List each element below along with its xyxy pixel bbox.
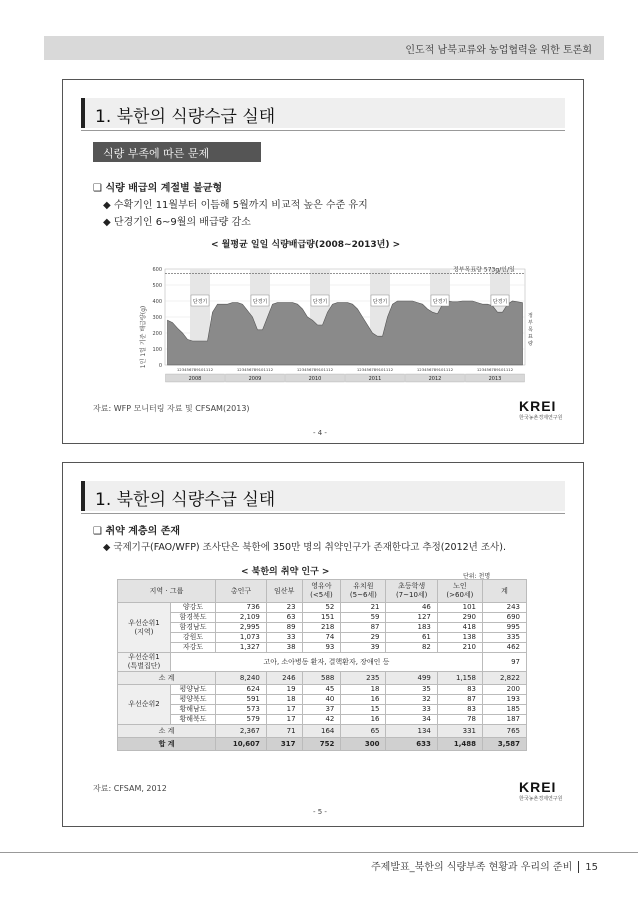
logo-subtext: 한국농촌경제연구원 <box>519 796 563 802</box>
table-row <box>118 633 527 643</box>
slide-title <box>81 98 565 128</box>
year-label: 2011 <box>368 376 382 382</box>
table-row <box>118 715 527 725</box>
y-tick-label: 400 <box>152 299 162 305</box>
y-tick-label: 0 <box>158 363 162 369</box>
table-cell: 35 <box>386 685 437 695</box>
table-cell: 138 <box>437 633 482 643</box>
slide-2 <box>62 462 584 827</box>
footer-page-number: 15 <box>585 862 598 873</box>
table-cell: 418 <box>437 623 482 633</box>
month-tick-labels: 123456789101112 <box>476 367 514 372</box>
table-cell: 33 <box>266 633 302 643</box>
table-cell: 1,327 <box>216 643 267 653</box>
side-label: 목 <box>528 327 533 333</box>
table-cell: 89 <box>266 623 302 633</box>
table-cell: 16 <box>341 715 386 725</box>
annotation-label: 단경기 <box>492 299 508 305</box>
group-label-cell: 우선순위1 (지역) <box>118 603 171 653</box>
slide-title-text: 1. 북한의 식량수급 실태 <box>95 490 276 510</box>
table-cell: 164 <box>302 725 341 738</box>
table-cell: 127 <box>386 613 437 623</box>
table-cell: 8,240 <box>216 672 267 685</box>
table-cell: 736 <box>216 603 267 613</box>
table-header-cell: 영유아 (<5세) <box>302 580 341 603</box>
table-row <box>118 613 527 623</box>
table-cell: 1,488 <box>437 738 482 751</box>
table-cell: 187 <box>482 715 526 725</box>
table-cell: 218 <box>302 623 341 633</box>
table-cell: 34 <box>386 715 437 725</box>
table-row <box>118 685 527 695</box>
annotation-label: 단경기 <box>312 299 328 305</box>
special-group-row <box>118 653 527 672</box>
y-tick-label: 300 <box>152 315 162 321</box>
table-cell: 588 <box>302 672 341 685</box>
side-label: 량 <box>528 341 533 347</box>
table-header-cell: 지역 · 그룹 <box>118 580 216 603</box>
table-cell: 38 <box>266 643 302 653</box>
annotation-label: 단경기 <box>252 299 268 305</box>
table-cell: 579 <box>216 715 267 725</box>
slide-title-text: 1. 북한의 식량수급 실태 <box>95 107 276 127</box>
table-cell: 71 <box>266 725 302 738</box>
table-cell: 1,073 <box>216 633 267 643</box>
table-cell: 강원도 <box>170 633 215 643</box>
y-tick-label: 600 <box>152 267 162 273</box>
table-cell: 황해북도 <box>170 715 215 725</box>
chart-title: < 월평균 일일 식량배급량(2008~2013년) > <box>211 240 401 250</box>
table-header-cell: 초등학생 (7~10세) <box>386 580 437 603</box>
subtotal-row <box>118 725 527 738</box>
table-cell: 462 <box>482 643 526 653</box>
table-cell: 양강도 <box>170 603 215 613</box>
y-tick-label: 500 <box>152 283 162 289</box>
table-cell: 335 <box>482 633 526 643</box>
table-cell: 300 <box>341 738 386 751</box>
table-cell: 185 <box>482 705 526 715</box>
table-cell: 18 <box>341 685 386 695</box>
group-label-cell: 우선순위2 <box>118 685 171 725</box>
month-tick-labels: 123456789101112 <box>176 367 214 372</box>
logo-subtext: 한국농촌경제연구원 <box>519 415 563 421</box>
section-box <box>93 142 261 162</box>
side-label: 정 <box>528 313 533 319</box>
y-tick-label: 100 <box>152 347 162 353</box>
table-cell: 42 <box>302 715 341 725</box>
table-cell: 633 <box>386 738 437 751</box>
table-cell: 995 <box>482 623 526 633</box>
table-cell: 752 <box>302 738 341 751</box>
table-header-cell: 임산부 <box>266 580 302 603</box>
table-cell: 499 <box>386 672 437 685</box>
bullet-main: ❑ 취약 계층의 존재 <box>93 526 181 537</box>
y-tick-label: 200 <box>152 331 162 337</box>
table-cell: 32 <box>386 695 437 705</box>
year-label: 2009 <box>248 376 262 382</box>
table-cell: 3,587 <box>482 738 526 751</box>
table-cell: 690 <box>482 613 526 623</box>
table-cell: 1,158 <box>437 672 482 685</box>
footer-text: 주제발표_북한의 식량부족 현황과 우리의 준비 <box>371 862 573 873</box>
table-cell: 10,607 <box>216 738 267 751</box>
source-note: 자료: CFSAM, 2012 <box>93 784 167 793</box>
table-cell: 2,109 <box>216 613 267 623</box>
vulnerable-population-table <box>117 579 527 751</box>
table-cell: 자강도 <box>170 643 215 653</box>
month-tick-labels: 123456789101112 <box>236 367 274 372</box>
table-cell: 함경북도 <box>170 613 215 623</box>
footer <box>371 858 598 873</box>
month-tick-labels: 123456789101112 <box>356 367 394 372</box>
year-label: 2013 <box>488 376 502 382</box>
table-cell: 210 <box>437 643 482 653</box>
table-cell: 61 <box>386 633 437 643</box>
table-row <box>118 695 527 705</box>
table-cell: 소 계 <box>118 672 216 685</box>
year-label: 2008 <box>188 376 202 382</box>
table-cell: 21 <box>341 603 386 613</box>
table-cell: 65 <box>341 725 386 738</box>
year-label: 2012 <box>428 376 442 382</box>
table-header-cell: 계 <box>482 580 526 603</box>
table-cell: 29 <box>341 633 386 643</box>
table-cell: 83 <box>437 705 482 715</box>
logo-text: KREI <box>519 398 557 414</box>
table-row <box>118 603 527 613</box>
special-group-description: 고아, 소아병동 환자, 결핵환자, 장애인 등 <box>170 653 482 672</box>
table-cell: 합 계 <box>118 738 216 751</box>
table-header-cell: 노인 (>60세) <box>437 580 482 603</box>
krei-logo <box>519 779 579 802</box>
area-series <box>168 301 523 365</box>
table-row <box>118 705 527 715</box>
bullet-1: ◆ 수확기인 11월부터 이듬해 5월까지 비교적 높은 수준 유지 <box>103 200 368 211</box>
table-cell: 평양남도 <box>170 685 215 695</box>
table-cell: 74 <box>302 633 341 643</box>
table-cell: 101 <box>437 603 482 613</box>
header-title: 인도적 남북교류와 농업협력을 위한 토론회 <box>405 45 592 56</box>
krei-logo <box>519 398 579 421</box>
table-row <box>118 623 527 633</box>
table-cell: 97 <box>482 653 526 672</box>
title-divider <box>81 513 565 514</box>
reference-label: 정부목표량 573g/인/일 <box>453 266 515 274</box>
table-cell: 624 <box>216 685 267 695</box>
table-cell: 39 <box>341 643 386 653</box>
table-header-cell: 유치원 (5~6세) <box>341 580 386 603</box>
table-cell: 평양북도 <box>170 695 215 705</box>
table-cell: 46 <box>386 603 437 613</box>
page-number: - 4 - <box>313 429 327 437</box>
table-cell: 243 <box>482 603 526 613</box>
month-tick-labels: 123456789101112 <box>296 367 334 372</box>
table-cell: 16 <box>341 695 386 705</box>
side-label: 부 <box>528 320 533 326</box>
table-cell: 235 <box>341 672 386 685</box>
slide-1 <box>62 79 584 444</box>
month-tick-labels: 123456789101112 <box>416 367 454 372</box>
table-cell: 17 <box>266 715 302 725</box>
table-cell: 33 <box>386 705 437 715</box>
table-cell: 17 <box>266 705 302 715</box>
table-cell: 63 <box>266 613 302 623</box>
title-divider <box>81 130 565 131</box>
table-cell: 소 계 <box>118 725 216 738</box>
table-cell: 23 <box>266 603 302 613</box>
table-cell: 40 <box>302 695 341 705</box>
table-cell: 52 <box>302 603 341 613</box>
annotation-label: 단경기 <box>372 299 388 305</box>
table-title: < 북한의 취약 인구 > <box>241 567 330 577</box>
header-bar <box>44 36 604 60</box>
logo-text: KREI <box>519 779 557 795</box>
table-cell: 183 <box>386 623 437 633</box>
table-cell: 246 <box>266 672 302 685</box>
bullet-main: ❑ 식량 배급의 계절별 불균형 <box>93 183 223 194</box>
ration-chart <box>141 261 531 393</box>
table-row <box>118 643 527 653</box>
table-cell: 19 <box>266 685 302 695</box>
table-cell: 함경남도 <box>170 623 215 633</box>
table-cell: 2,995 <box>216 623 267 633</box>
group-label-cell: 우선순위1 (특별집단) <box>118 653 171 672</box>
slide-title <box>81 481 565 511</box>
table-cell: 82 <box>386 643 437 653</box>
subtotal-row <box>118 672 527 685</box>
table-cell: 151 <box>302 613 341 623</box>
table-cell: 87 <box>341 623 386 633</box>
table-cell: 78 <box>437 715 482 725</box>
annotation-label: 단경기 <box>192 299 208 305</box>
page-number: - 5 - <box>313 808 327 816</box>
bullet-1: ◆ 국제기구(FAO/WFP) 조사단은 북한에 350만 명의 취약인구가 존재한다고 추정(2012년 조사). <box>103 542 506 553</box>
annotation-label: 단경기 <box>432 299 448 305</box>
footer-divider <box>0 852 638 853</box>
table-cell: 83 <box>437 685 482 695</box>
table-cell: 2,822 <box>482 672 526 685</box>
table-cell: 290 <box>437 613 482 623</box>
table-cell: 331 <box>437 725 482 738</box>
total-row <box>118 738 527 751</box>
table-cell: 18 <box>266 695 302 705</box>
table-cell: 59 <box>341 613 386 623</box>
footer-separator <box>578 861 579 873</box>
table-cell: 193 <box>482 695 526 705</box>
table-cell: 15 <box>341 705 386 715</box>
table-cell: 317 <box>266 738 302 751</box>
table-header-cell: 총인구 <box>216 580 267 603</box>
year-label: 2010 <box>308 376 322 382</box>
table-header-row <box>118 580 527 603</box>
table-cell: 765 <box>482 725 526 738</box>
table-cell: 45 <box>302 685 341 695</box>
section-box-text: 식량 부족에 따른 문제 <box>103 147 210 160</box>
side-label: 표 <box>528 334 533 340</box>
unit-label: 단위: 천명 <box>463 573 491 580</box>
table-cell: 134 <box>386 725 437 738</box>
source-note: 자료: WFP 모니터링 자료 및 CFSAM(2013) <box>93 404 250 413</box>
table-cell: 200 <box>482 685 526 695</box>
table-cell: 93 <box>302 643 341 653</box>
table-cell: 573 <box>216 705 267 715</box>
table-cell: 황해남도 <box>170 705 215 715</box>
table-cell: 591 <box>216 695 267 705</box>
table-cell: 37 <box>302 705 341 715</box>
table-cell: 87 <box>437 695 482 705</box>
table-cell: 2,367 <box>216 725 267 738</box>
y-axis-label: 1인 1일 기준 배급량(g) <box>140 305 147 369</box>
bullet-2: ◆ 단경기인 6~9월의 배급량 감소 <box>103 217 251 228</box>
